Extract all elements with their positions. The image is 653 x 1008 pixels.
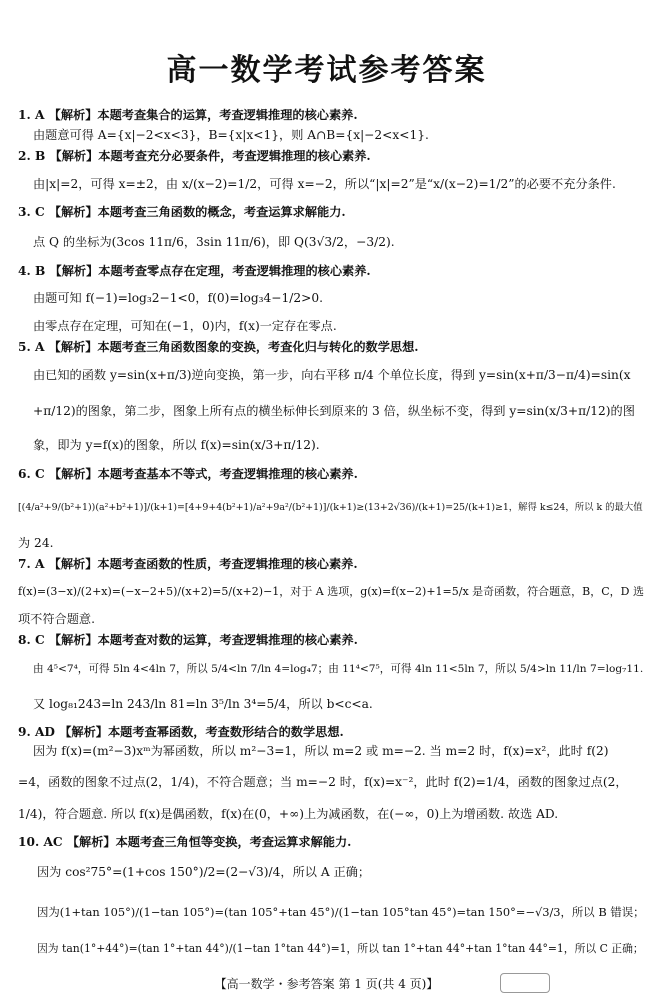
item-9-line-2: =4，函数的图象不过点(2，1/4)，不符合题意；当 m=−2 时，f(x)=x⁻²，此时 f(2)=1/4，函数的图象过点(2， xyxy=(18,775,628,789)
item-1-head: 1. A 【解析】本题考查集合的运算，考查逻辑推理的核心素养. xyxy=(18,108,358,122)
item-10-line-1: 因为 cos²75°=(1+cos 150°)/2=(2−√3)/4，所以 A 正确； xyxy=(37,865,371,879)
item-2-head: 2. B 【解析】本题考查充分必要条件，考查逻辑推理的核心素养. xyxy=(18,149,371,163)
item-5-line-2: +π/12)的图象，第二步，图象上所有点的横坐标伸长到原来的 3 倍，纵坐标不变，得到 y=sin(x/3+π/12)的图 xyxy=(33,404,635,418)
item-9-line-3: 1/4)，符合题意. 所以 f(x)是偶函数，f(x)在(0，+∞)上为减函数，在(−∞，0)上为增函数. 故选 AD. xyxy=(18,807,559,821)
item-6-head: 6. C 【解析】本题考查基本不等式，考查逻辑推理的核心素养. xyxy=(18,467,358,481)
item-2-line: 由|x|=2，可得 x=±2，由 x/(x−2)=1/2，可得 x=−2，所以“|x|=2”是“x/(x−2)=1/2”的必要不充分条件. xyxy=(33,177,616,191)
item-8-line-1: 由 4⁵<7⁴，可得 5ln 4<4ln 7，所以 5/4<ln 7/ln 4=log₄7；由 11⁴<7⁵，可得 4ln 11<5ln 7，所以 5/4>ln 11/ln 7=log₇11. xyxy=(33,663,644,675)
item-5-line-1: 由已知的函数 y=sin(x+π/3)逆向变换，第一步，向右平移 π/4 个单位长度，得到 y=sin(x+π/3−π/4)=sin(x xyxy=(33,368,631,382)
item-9-head: 9. AD 【解析】本题考查幂函数，考查数形结合的数学思想. xyxy=(18,725,344,739)
item-9-line-1: 因为 f(x)=(m²−3)xᵐ为幂函数，所以 m²−3=1，所以 m=2 或 m=−2. 当 m=2 时，f(x)=x²，此时 f(2) xyxy=(33,744,609,758)
item-4-head: 4. B 【解析】本题考查零点存在定理，考查逻辑推理的核心素养. xyxy=(18,264,371,278)
item-7-head: 7. A 【解析】本题考查函数的性质，考查逻辑推理的核心素养. xyxy=(18,557,358,571)
item-7-line-2: 项不符合题意. xyxy=(18,612,95,626)
item-8-line-2: 又 log₈₁243=ln 243/ln 81=ln 3⁵/ln 3⁴=5/4，所以 b<c<a. xyxy=(33,697,373,711)
page-title: 高一数学考试参考答案 xyxy=(166,53,487,88)
item-10-line-3: 因为 tan(1°+44°)=(tan 1°+tan 44°)/(1−tan 1°tan 44°)=1，所以 tan 1°+tan 44°+tan 1°tan 44°=1，所以 C 正确； xyxy=(37,942,644,955)
item-10-head: 10. AC 【解析】本题考查三角恒等变换，考查运算求解能力. xyxy=(18,835,352,849)
item-6-line-2: 为 24. xyxy=(18,536,54,550)
footer-blank-box xyxy=(500,973,550,993)
item-3-head: 3. C 【解析】本题考查三角函数的概念，考查运算求解能力. xyxy=(18,205,346,219)
item-4-line-2: 由零点存在定理，可知在(−1，0)内，f(x)一定存在零点. xyxy=(33,319,337,333)
page-footer: 【高一数学・参考答案 第 1 页(共 4 页)】 xyxy=(214,977,439,991)
item-8-head: 8. C 【解析】本题考查对数的运算，考查逻辑推理的核心素养. xyxy=(18,633,358,647)
item-3-line: 点 Q 的坐标为(3cos 11π/6，3sin 11π/6)，即 Q(3√3/2，−3/2). xyxy=(33,235,395,249)
item-5-head: 5. A 【解析】本题考查三角函数图象的变换，考查化归与转化的数学思想. xyxy=(18,340,419,354)
item-10-line-2: 因为(1+tan 105°)/(1−tan 105°)=(tan 105°+tan 45°)/(1−tan 105°tan 45°)=tan 150°=−√3/3，所以 B 错误； xyxy=(37,905,645,919)
item-4-line-1: 由题可知 f(−1)=log₃2−1<0，f(0)=log₃4−1/2>0. xyxy=(33,291,323,305)
item-5-line-3: 象，即为 y=f(x)的图象，所以 f(x)=sin(x/3+π/12). xyxy=(33,438,320,452)
item-6-line-1: [(4/a²+9/(b²+1))(a²+b²+1)]/(k+1)=[4+9+4(b²+1)/a²+9a²/(b²+1)]/(k+1)≥(13+2√36)/(k+1)=25/(k+1)≥1，解得 k≤24，所以 k 的最大值 xyxy=(18,502,643,513)
item-1-line: 由题意可得 A={x|−2<x<3}，B={x|x<1}，则 A∩B={x|−2<x<1}. xyxy=(33,128,429,142)
item-7-line-1: f(x)=(3−x)/(2+x)=(−x−2+5)/(x+2)=5/(x+2)−1，对于 A 选项，g(x)=f(x−2)+1=5/x 是奇函数，符合题意，B，C，D 选 xyxy=(18,585,644,598)
